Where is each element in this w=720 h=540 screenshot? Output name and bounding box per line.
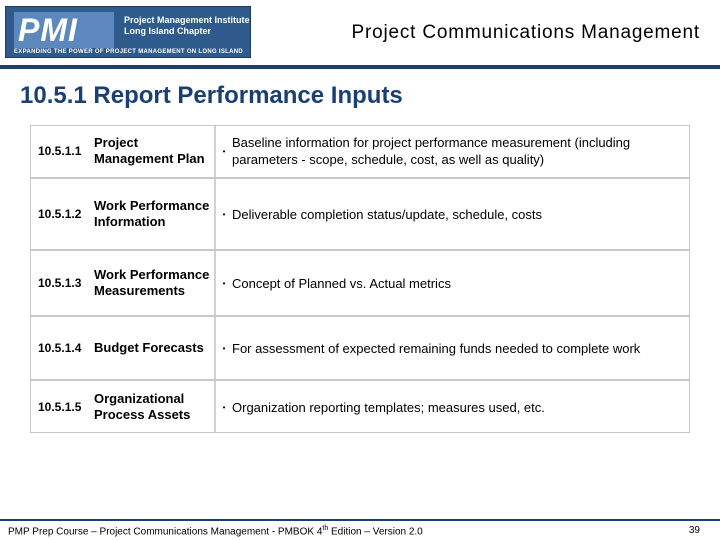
row-name: Project Management Plan (90, 125, 216, 177)
row-description-text: Deliverable completion status/update, schedule, costs (232, 206, 543, 222)
row-name: Organizational Process Assets (90, 381, 216, 433)
row-number: 10.5.1.3 (38, 276, 82, 290)
row-name: Budget Forecasts (90, 317, 216, 379)
row-description (216, 179, 690, 249)
row-description-text: For assessment of expected remaining funds needed to complete work (232, 340, 641, 356)
row-description-text: Baseline information for project performance measurement (including parameters - scope, schedule, cost, as well as quality) (232, 135, 631, 167)
header-title: Project Communications Management (351, 22, 700, 43)
row-description (216, 381, 690, 433)
logo-institute-text (124, 15, 250, 37)
logo-letters: PMI (18, 12, 78, 48)
row-description (216, 317, 690, 379)
row-description-text: Concept of Planned vs. Actual metrics (232, 275, 451, 291)
bullet-icon: • (222, 209, 226, 219)
footer-superscript: th (322, 525, 329, 532)
logo-institute-line1: Project Management Institute (124, 15, 250, 25)
footer-text (8, 525, 423, 537)
row-description (216, 251, 690, 315)
footer-divider (0, 519, 720, 521)
row-description-text: Organization reporting templates; measures used, etc. (232, 399, 545, 415)
row-number: 10.5.1.2 (38, 207, 82, 221)
row-name: Work Performance Information (90, 179, 216, 249)
bullet-icon: • (222, 402, 226, 412)
row-number: 10.5.1.4 (38, 341, 82, 355)
row-number: 10.5.1.1 (38, 144, 82, 158)
bullet-icon: • (222, 343, 226, 353)
row-description (216, 125, 690, 177)
table-row (30, 317, 690, 379)
table-row (30, 381, 690, 433)
logo-tagline: EXPANDING THE POWER OF PROJECT MANAGEMENT ON LONG ISLAND (14, 49, 244, 55)
bullet-icon: • (222, 278, 226, 288)
table-row (30, 179, 690, 249)
page-title: 10.5.1 Report Performance Inputs (20, 82, 403, 109)
page-number: 39 (688, 525, 700, 536)
header-divider (0, 65, 720, 69)
table-row (30, 125, 690, 177)
bullet-icon: • (222, 146, 226, 156)
footer-text-main: PMP Prep Course – Project Communications Management - PMBOK 4 (8, 526, 323, 538)
row-number: 10.5.1.5 (38, 400, 82, 414)
logo-institute-line2: Long Island Chapter (124, 26, 212, 36)
table-row (30, 251, 690, 315)
row-name: Work Performance Measurements (90, 251, 216, 315)
pmi-logo (5, 6, 251, 58)
footer-text-edition: Edition – Version 2.0 (328, 526, 423, 538)
